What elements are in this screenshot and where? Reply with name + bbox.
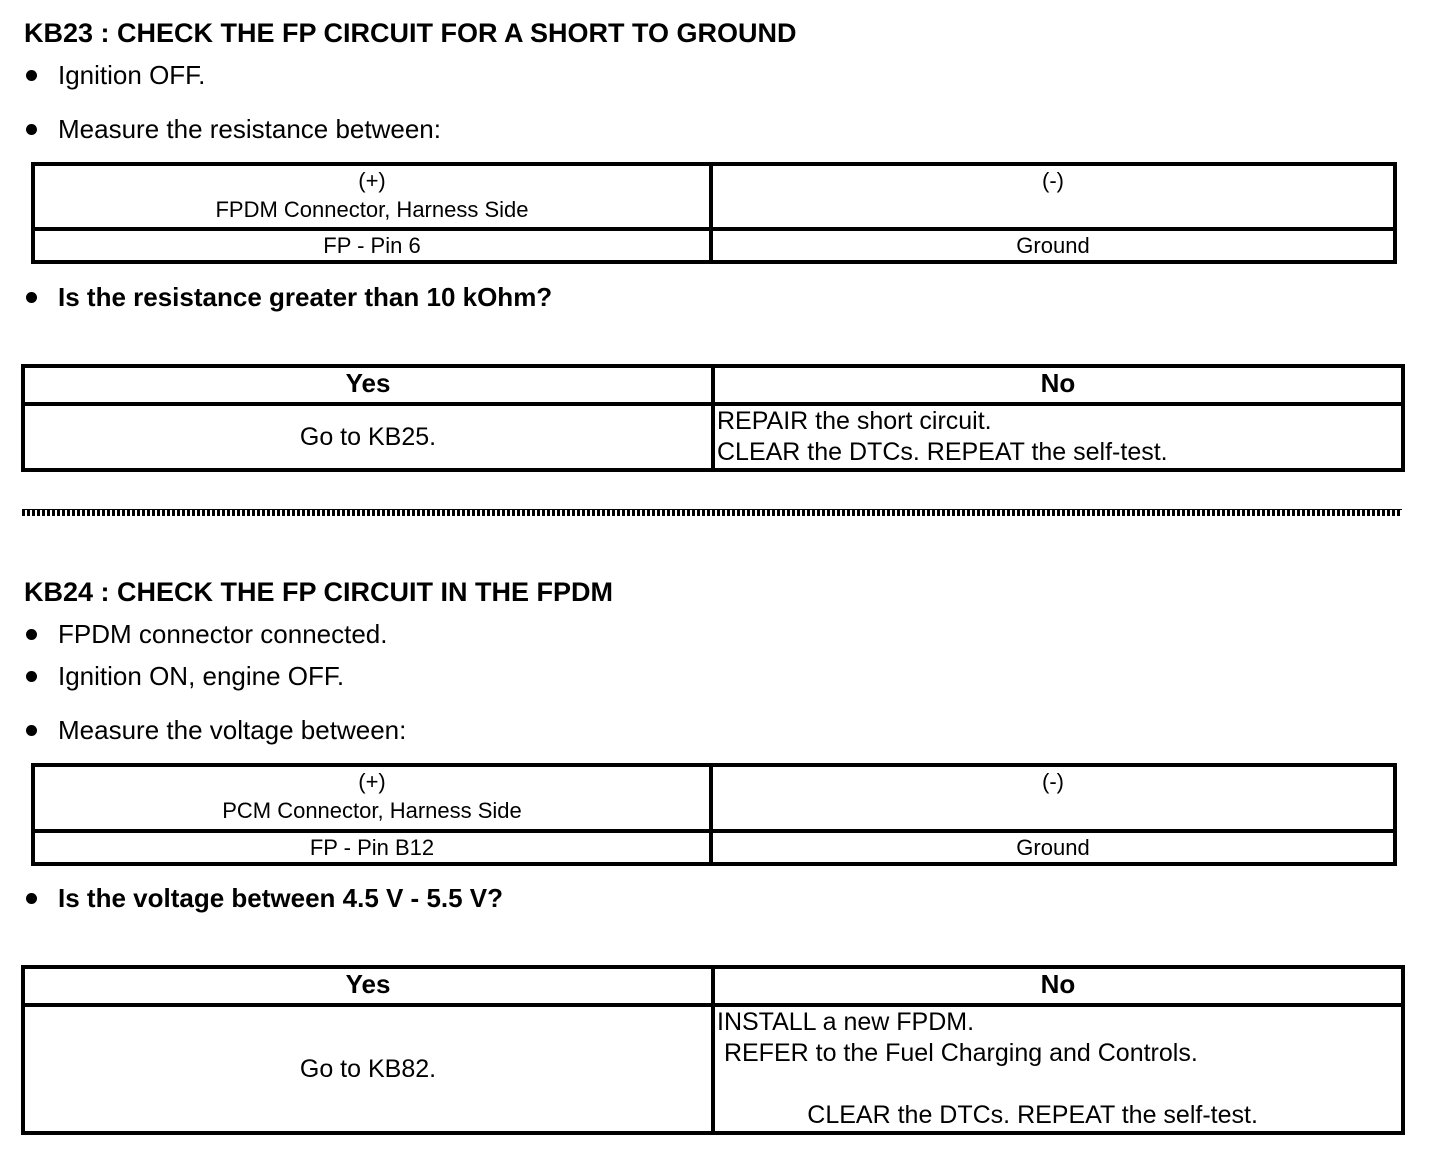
kb23-decision-table: [21, 364, 1405, 472]
table-header-row: [33, 164, 1395, 229]
kb23-measure-table: [31, 162, 1397, 264]
kb23-question: [26, 282, 552, 312]
step-text: Ignition OFF.: [58, 60, 206, 90]
plus-header: (+): [358, 168, 386, 193]
no-header: No: [713, 967, 1403, 1005]
step-text: Measure the voltage between:: [58, 715, 407, 745]
bullet-icon: [26, 292, 37, 303]
plus-value: FP - Pin B12: [33, 831, 711, 864]
yes-action: Go to KB25.: [23, 404, 713, 470]
table-header-row: [23, 967, 1403, 1005]
table-row: [23, 404, 1403, 470]
kb24-step-measure: [26, 715, 406, 745]
question-text: Is the voltage between 4.5 V - 5.5 V?: [58, 883, 504, 913]
kb23-step-measure: [26, 114, 441, 144]
plus-header-cell: [33, 164, 711, 229]
table-header-row: [33, 765, 1395, 831]
bullet-icon: [26, 70, 37, 81]
plus-header: (+): [358, 769, 386, 794]
table-row: [23, 1005, 1403, 1133]
plus-value: FP - Pin 6: [33, 229, 711, 262]
kb24-step-ignition-on: [26, 661, 344, 691]
bullet-icon: [26, 893, 37, 904]
plus-subheader: PCM Connector, Harness Side: [222, 798, 522, 823]
plus-subheader: FPDM Connector, Harness Side: [215, 197, 529, 222]
kb24-decision-table: [21, 965, 1405, 1135]
step-text: Measure the resistance between:: [58, 114, 441, 144]
kb23-title: KB23 : CHECK THE FP CIRCUIT FOR A SHORT TO GROUND: [24, 18, 797, 48]
bullet-icon: [26, 671, 37, 682]
no-action-line: INSTALL a new FPDM.: [717, 1008, 975, 1036]
step-text: FPDM connector connected.: [58, 619, 388, 649]
no-action-line: CLEAR the DTCs. REPEAT the self-test.: [717, 1101, 1258, 1129]
no-header: No: [713, 366, 1403, 404]
minus-header: (-): [1042, 769, 1064, 794]
minus-header-cell: [711, 765, 1395, 831]
bullet-icon: [26, 725, 37, 736]
table-row: [33, 229, 1395, 262]
bullet-icon: [26, 629, 37, 640]
minus-header-cell: [711, 164, 1395, 229]
minus-value: Ground: [711, 229, 1395, 262]
yes-header: Yes: [23, 967, 713, 1005]
bullet-icon: [26, 124, 37, 135]
no-action-line: REFER to the Fuel Charging and Controls.: [717, 1039, 1198, 1067]
kb24-title: KB24 : CHECK THE FP CIRCUIT IN THE FPDM: [24, 577, 614, 607]
kb23-step-ignition-off: [26, 60, 205, 90]
no-action: [713, 404, 1403, 470]
minus-value: Ground: [711, 831, 1395, 864]
no-action-line: CLEAR the DTCs. REPEAT the self-test.: [717, 438, 1168, 466]
step-text: Ignition ON, engine OFF.: [58, 661, 345, 691]
kb24-step-connector: [26, 619, 388, 649]
table-row: [33, 831, 1395, 864]
yes-header: Yes: [23, 366, 713, 404]
section-separator: [22, 509, 1402, 516]
yes-action: Go to KB82.: [23, 1005, 713, 1133]
kb24-question: [26, 883, 503, 913]
kb24-measure-table: [31, 763, 1397, 866]
minus-header: (-): [1042, 168, 1064, 193]
no-action-line: REPAIR the short circuit.: [717, 407, 992, 435]
no-action: [713, 1005, 1403, 1133]
plus-header-cell: [33, 765, 711, 831]
question-text: Is the resistance greater than 10 kOhm?: [58, 282, 553, 312]
table-header-row: [23, 366, 1403, 404]
